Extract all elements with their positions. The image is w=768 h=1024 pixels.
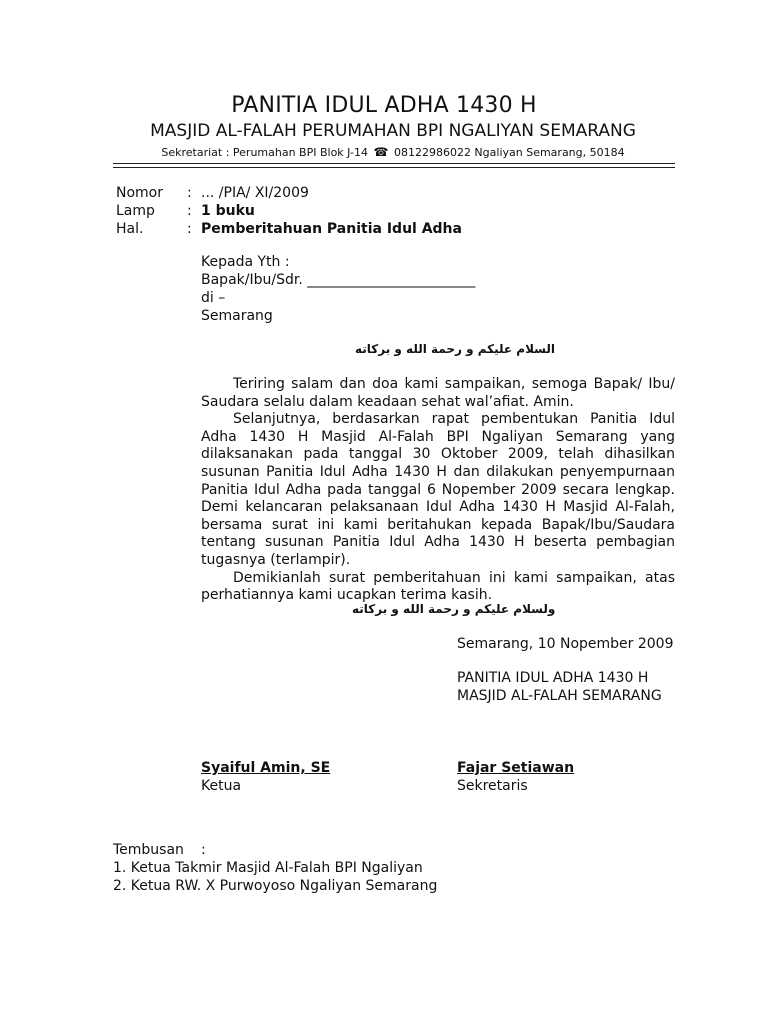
letterhead-rule-thin [113,167,675,168]
addressee-di: di – [201,290,226,306]
letterhead-address [0,145,768,159]
salam-closing: ولسلام عليكم و رحمة الله و بركاته [352,602,556,616]
lamp-label: Lamp [116,203,155,219]
letter-body [201,376,675,605]
body-paragraph-1: Teriring salam dan doa kami sampaikan, semoga Bapak/ Ibu/ Saudara selalu dalam keadaan sehat wal’afiat. Amin. [201,376,675,410]
hal-colon: : [187,221,192,237]
salam-opening: السلام عليكم و رحمة الله و بركاته [355,342,556,356]
nomor-value: ... /PIA/ XI/2009 [201,185,309,201]
addressee-greeting: Kepada Yth : [201,254,290,270]
lamp-colon: : [187,203,192,219]
address-text: Sekretariat : Perumahan BPI Blok J-14 [161,146,368,159]
phone-icon: ☎ [373,145,389,159]
nomor-label: Nomor [116,185,163,201]
signatory-ketua-name: Syaiful Amin, SE [201,760,331,776]
signatory-sekretaris-role: Sekretaris [457,778,528,794]
address-phone: 08122986022 Ngaliyan Semarang, 50184 [393,146,625,159]
addressee-name-line: Bapak/Ibu/Sdr. ________________________ [201,272,476,288]
hal-value: Pemberitahuan Panitia Idul Adha [201,221,462,237]
nomor-colon: : [187,185,192,201]
body-paragraph-3: Demikianlah surat pemberitahuan ini kami sampaikan, atas perhatiannya kami ucapkan terima kasih. [201,569,675,604]
signatory-sekretaris-name: Fajar Setiawan [457,760,575,776]
body-paragraph-2: Selanjutnya, berdasarkan rapat pembentukan Panitia Idul Adha 1430 H Masjid Al-Falah BPI Ngaliyan Semarang yang dilaksanakan pada tanggal 30 Oktober 2009, telah dihasilkan susunan Panitia Idul Adha 1430 H dan dilakukan penyempurnaan Panitia Idul Adha pada tanggal 6 Nopember 2009 secara lengkap. Demi kelancaran pelaksanaan Idul Adha 1430 H Masjid Al-Falah, bersama surat ini kami beritahukan kepada Bapak/Ibu/Saudara tentang susunan Panitia Idul Adha 1430 H beserta pembagian tugasnya (terlampir). [201,411,675,568]
letterhead-subtitle: MASJID AL-FALAH PERUMAHAN BPI NGALIYAN SEMARANG [150,121,636,141]
letter-date: Semarang, 10 Nopember 2009 [457,636,674,652]
closing-org-line2: MASJID AL-FALAH SEMARANG [457,688,662,704]
tembusan-label: Tembusan [113,842,184,858]
lamp-value: 1 buku [201,203,255,219]
letterhead-rule-thick [113,163,675,164]
tembusan-item: 1. Ketua Takmir Masjid Al-Falah BPI Ngaliyan [113,860,423,876]
addressee-city: Semarang [201,308,273,324]
closing-org-line1: PANITIA IDUL ADHA 1430 H [457,670,649,686]
tembusan-item: 2. Ketua RW. X Purwoyoso Ngaliyan Semarang [113,878,438,894]
letterhead-title: PANITIA IDUL ADHA 1430 H [231,93,537,118]
signatory-ketua-role: Ketua [201,778,242,794]
tembusan-colon: : [201,842,206,858]
hal-label: Hal. [116,221,144,237]
